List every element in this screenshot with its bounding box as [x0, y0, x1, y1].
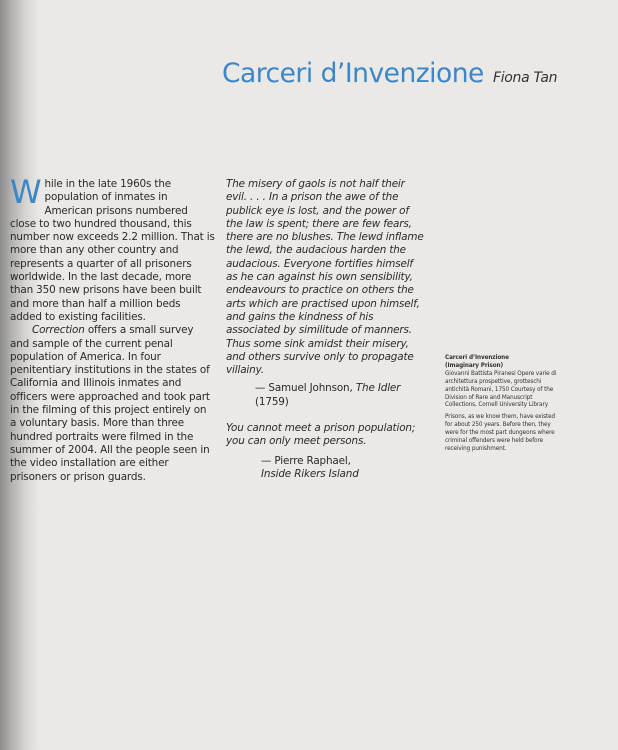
johnson-attribution-work: The Idler: [355, 382, 401, 395]
caption-note: Prisons, as we know them, have existed for about 250 years. Before then, they were for the most part dungeons where criminal offenders were held before receiving punishment.: [445, 414, 556, 452]
raphael-attribution-work: Inside Rikers Island: [261, 467, 359, 480]
work-title-correction: Correction: [32, 324, 85, 337]
caption-subtitle: (Imaginary Prison): [445, 362, 503, 369]
correction-paragraph-text: offers a small survey and sample of the current penal population of America. In four penitentiary institutions in the states of California and Illinois inmates and officers were approached and took part in the filming of this project entirely on a voluntary basis. More than three hundred portraits were filmed in the summer of 2004. All the people seen in the video installation are either prisoners or prison guards.: [10, 324, 210, 483]
correction-paragraph: [10, 324, 215, 484]
raphael-attribution: [226, 455, 426, 482]
page-header: [222, 58, 557, 89]
page-title: Carceri d’Invenzione: [222, 58, 484, 89]
intro-paragraph: [10, 173, 215, 324]
image-caption: [445, 355, 560, 454]
intro-paragraph-text: hile in the late 1960s the population of inmates in American prisons numbered close to two hundred thousand, this number now exceeds 2.2 million. That is more than any other country and represents a quarter of all prisoners worldwide. In the last decade, more than 350 new prisons have been built and more than half a million beds added to existing facilities.: [10, 178, 215, 323]
johnson-attribution-name: — Samuel Johnson,: [255, 382, 356, 395]
caption-body: Giovanni Battista Piranesi Opere varie di architettura prospettive, grotteschi antichità Romani, 1750 Courtesy of the Division of Rare and Manuscript Collections, Cornell University Library: [445, 370, 557, 409]
raphael-quote: You cannot meet a prison population; you can only meet persons.: [226, 422, 416, 448]
johnson-attribution-year: (1759): [255, 395, 289, 408]
author-name: Fiona Tan: [492, 70, 558, 86]
body-column-left: [10, 173, 215, 484]
johnson-quote: The misery of gaols is not half their evil. . . . In a prison the awe of the publick eye is lost, and the power of the law is spent; there are few fears, there are no blushes. The lewd inflame the lewd, the audacious harden the audacious. Everyone fortifies himself as he can against his own sensibility, endeavours to practice on others the arts which are practised upon himself, and gains the kindness of his associated by similitude of manners. Thus some sink amidst their misery, and others survive only to propagate villainy.: [226, 178, 424, 377]
johnson-attribution: [226, 382, 426, 409]
quotes-column: [226, 178, 426, 481]
raphael-attribution-name: — Pierre Raphael,: [261, 454, 351, 467]
caption-title: Carceri d’Invenzione: [445, 355, 509, 361]
drop-cap: W: [10, 173, 42, 211]
